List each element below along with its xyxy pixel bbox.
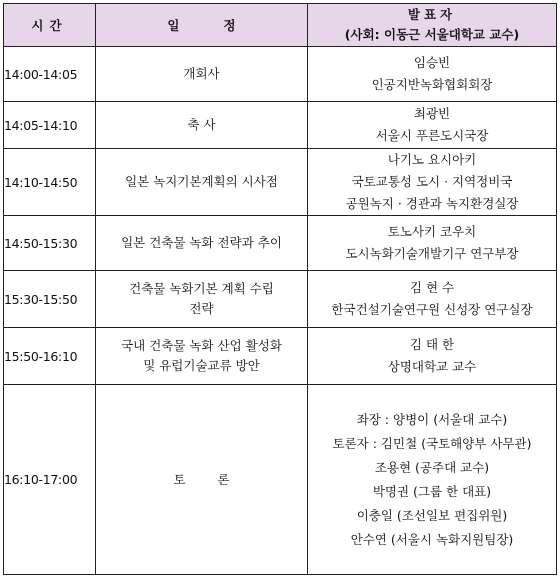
program-cell — [96, 149, 308, 216]
speaker-cell — [308, 102, 557, 149]
program-cell — [96, 385, 308, 575]
header-speaker-title: 발표자 — [407, 7, 457, 22]
header-program-part2: 정 — [223, 18, 236, 33]
table-row — [4, 47, 557, 102]
speaker-line: 나기노 요시아키 — [387, 152, 477, 167]
table-row — [4, 328, 557, 385]
speaker-line: 도시녹화기술개발기구 연구부장 — [345, 246, 519, 261]
table-row — [4, 271, 557, 328]
speaker-line: 이충일 (조선일보 편집위원) — [356, 507, 508, 523]
table-row — [4, 216, 557, 271]
speaker-line: 한국건설기술연구원 신성장 연구실장 — [331, 302, 533, 317]
program-line: 토 론 — [173, 471, 230, 487]
header-row — [4, 4, 557, 47]
time-cell: 15:50-16:10 — [4, 328, 96, 385]
program-cell — [96, 216, 308, 271]
program-line: 건축물 녹화기본 계획 수립 — [129, 281, 274, 296]
time-cell: 14:10-14:50 — [4, 149, 96, 216]
header-time: 시간 — [4, 4, 96, 47]
header-program — [96, 4, 308, 47]
program-line: 전략 — [189, 301, 214, 316]
table-row — [4, 385, 557, 575]
speaker-line: 최광빈 — [413, 106, 451, 121]
speaker-line: 국토교통성 도시 · 지역정비국 — [351, 174, 513, 189]
speaker-line: 김 태 한 — [409, 337, 455, 352]
speaker-cell — [308, 385, 557, 575]
time-cell: 15:30-15:50 — [4, 271, 96, 328]
speaker-line: 좌장 : 양병이 (서울대 교수) — [356, 411, 508, 427]
speaker-line: 임승빈 — [413, 55, 451, 70]
time-cell: 16:10-17:00 — [4, 385, 96, 575]
speaker-cell — [308, 271, 557, 328]
speaker-line: 상명대학교 교수 — [387, 359, 477, 374]
schedule-table — [3, 3, 557, 575]
program-line: 및 유럽기술교류 방안 — [143, 358, 260, 373]
time-cell: 14:05-14:10 — [4, 102, 96, 149]
speaker-cell — [308, 47, 557, 102]
speaker-line: 김 현 수 — [409, 280, 455, 295]
speaker-cell — [308, 216, 557, 271]
speaker-cell — [308, 149, 557, 216]
speaker-line: 박명권 (그룹 한 대표) — [372, 483, 492, 499]
time-cell: 14:00-14:05 — [4, 47, 96, 102]
speaker-line: 서울시 푸른도시국장 — [375, 128, 489, 143]
program-cell — [96, 47, 308, 102]
program-line: 축 사 — [187, 117, 216, 132]
speaker-line: 토론자 : 김민철 (국토해양부 사무관) — [332, 435, 532, 451]
header-program-part1: 일 — [167, 18, 180, 33]
program-line: 일본 건축물 녹화 전략과 추이 — [121, 235, 282, 250]
program-cell — [96, 328, 308, 385]
program-cell — [96, 102, 308, 149]
program-cell — [96, 271, 308, 328]
program-line: 개회사 — [183, 66, 220, 81]
table-row — [4, 149, 557, 216]
speaker-cell — [308, 328, 557, 385]
header-speaker-moderator: (사회: 이동근 서울대학교 교수) — [344, 27, 520, 42]
speaker-line: 안수연 (서울시 녹화지원팀장) — [350, 531, 514, 547]
program-line: 국내 건축물 녹화 산업 활성화 — [121, 338, 282, 353]
speaker-line: 조용현 (공주대 교수) — [374, 459, 490, 475]
speaker-line: 토노사키 코우치 — [387, 224, 477, 239]
speaker-line: 인공지반녹화협회회장 — [371, 77, 493, 92]
time-cell: 14:50-15:30 — [4, 216, 96, 271]
speaker-line: 공원녹지 · 경관과 녹지환경실장 — [345, 196, 519, 211]
program-line: 일본 녹지기본계획의 시사점 — [125, 174, 278, 189]
header-speaker — [308, 4, 557, 47]
table-row — [4, 102, 557, 149]
